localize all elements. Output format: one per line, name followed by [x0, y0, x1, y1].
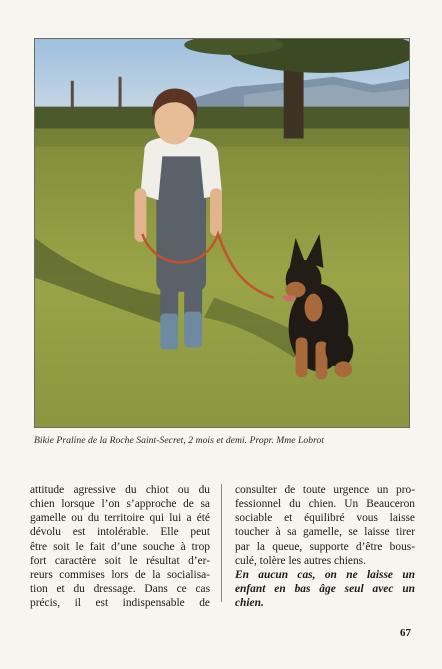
text-line: En aucun cas, on ne laisse un	[235, 568, 415, 581]
text-line: tion et du dressage. Dans ce cas	[30, 583, 210, 596]
text-line: consulter de toute urgence un pro-	[235, 484, 415, 496]
text-line: enfant en bas âge seul avec un	[235, 583, 415, 596]
photo-caption: Bikie Praline de la Roche Saint-Secret, 2 mois et demi. Propr. Mme Lobrot	[34, 435, 325, 446]
text-line: sociable et équilibré vous laisse	[235, 512, 415, 525]
text-line: chien.	[235, 597, 264, 610]
text-line: par la queue, supporte d’être bous-	[235, 540, 415, 553]
page-number: 67	[400, 627, 411, 639]
text-line: gamelle ou du territoire qui lui a été	[30, 512, 210, 525]
body-column-right	[235, 483, 415, 610]
text-line: attitude agressive du chiot ou du	[30, 484, 210, 496]
text-line: reurs commises lors de la socialisa-	[30, 568, 210, 581]
column-divider	[221, 484, 222, 602]
text-line: fessionnel du chien. Un Beauceron	[235, 498, 415, 511]
text-line: être soit le fait d’une souche à trop	[30, 540, 210, 553]
body-column-left	[30, 483, 210, 610]
text-line: fort caractère soit le résultat d’er-	[30, 554, 210, 567]
text-line: chien lorsque l’on s’approche de sa	[30, 498, 210, 511]
text-line: précis, il est indispensable de	[30, 597, 210, 610]
photo-child-with-puppy	[34, 38, 410, 428]
text-line: dévolu est intolérable. Elle peut	[30, 526, 210, 539]
text-line: culé, tolère les autres chiens.	[235, 554, 366, 567]
photo-illustration	[35, 39, 409, 427]
text-line: toucher à sa gamelle, se laisse tirer	[235, 526, 415, 539]
